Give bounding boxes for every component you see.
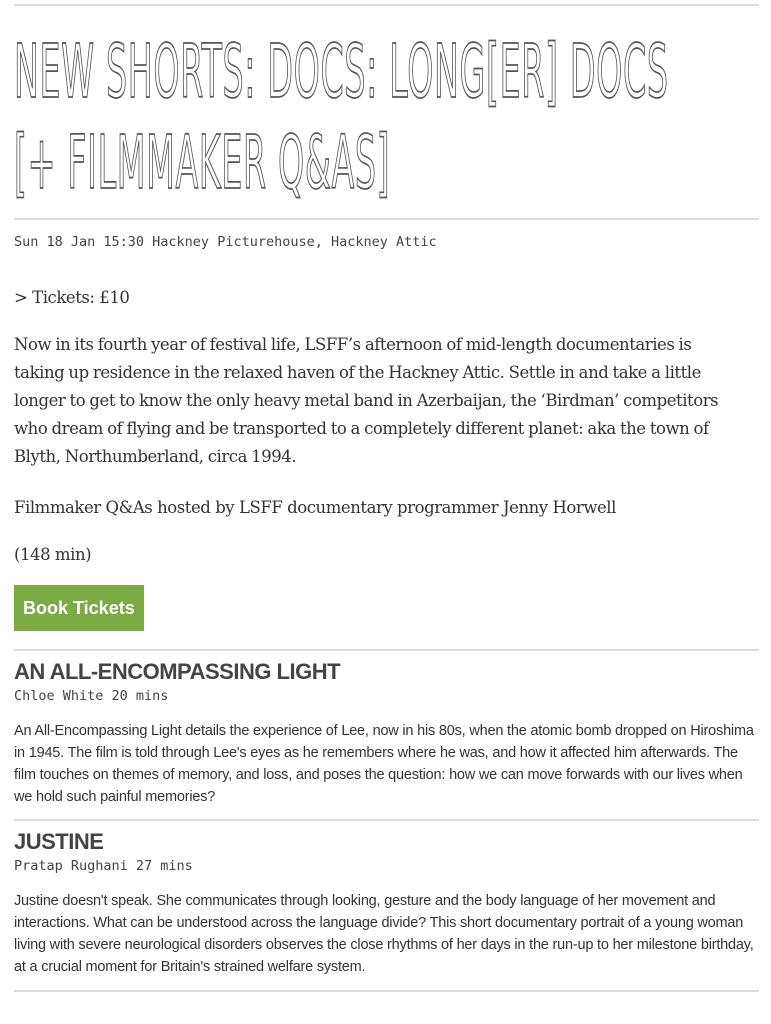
film-title: AN ALL-ENCOMPASSING LIGHT — [14, 659, 341, 684]
divider — [14, 649, 759, 651]
film-description: Justine doesn't speak. She communicates through looking, gesture and the body language of her movement and interactions. What can be understood across the language divide? This short documentary portrait of a young woman living with severe neurological disorders observes the close rhythms of her days in the run-up to her milestone birthday, at a crucial moment for Britain's strained welfare system. — [14, 893, 754, 975]
event-page — [14, 0, 759, 992]
page-title — [14, 6, 759, 218]
event-host-note: Filmmaker Q&As hosted by LSFF documentary programmer Jenny Horwell — [14, 498, 616, 517]
film-credit: Chloe White 20 mins — [14, 688, 169, 704]
event-runtime: (148 min) — [14, 545, 92, 564]
page-title-line-1: NEW SHORTS: DOCS: LONG[ER] DOCS — [14, 30, 669, 116]
event-datetime-venue: Sun 18 Jan 15:30 Hackney Picturehouse, Hackney Attic — [14, 234, 437, 250]
film-item — [14, 829, 759, 978]
book-tickets-button[interactable]: Book Tickets — [14, 585, 144, 631]
divider — [14, 218, 759, 220]
film-credit: Pratap Rughani 27 mins — [14, 858, 193, 874]
event-description: Now in its fourth year of festival life, LSFF’s afternoon of mid-length documentaries is taking up residence in the relaxed haven of the Hackney Attic. Settle in and take a little longer to get to know the only heavy metal band in Azerbaijan, the ‘Birdman’ competitors who dream of flying and be transported to a completely different planet: aka the town of Blyth, Northumberland, circa 1994. — [14, 335, 719, 466]
divider — [14, 819, 759, 821]
film-title: JUSTINE — [14, 829, 104, 854]
divider — [14, 990, 759, 992]
ticket-price: > Tickets: £10 — [14, 288, 130, 307]
page-title-line-2: [+ FILMMAKER Q&AS] — [14, 121, 391, 207]
film-description: An All-Encompassing Light details the experience of Lee, now in his 80s, when the atomic bomb dropped on Hiroshima in 1945. The film is told through Lee's eyes as he remembers where he was, and how it affected him afterwards. The film touches on themes of memory, and loss, and poses the question: how we can move forwards with our lives when we hold such painful memories? — [14, 723, 754, 805]
film-item — [14, 659, 759, 808]
